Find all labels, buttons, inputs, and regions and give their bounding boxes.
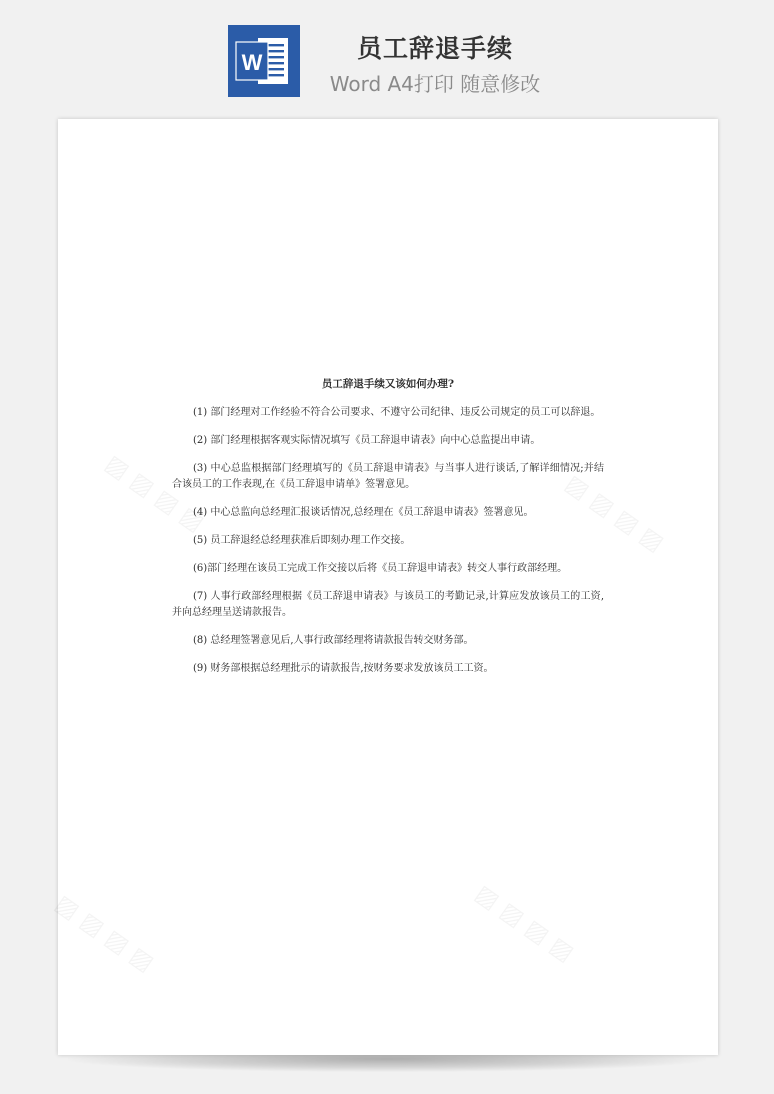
paragraph-4: (4) 中心总监向总经理汇报谈话情况,总经理在《员工辞退申请表》签署意见。: [193, 507, 534, 518]
paragraph-8: (8) 总经理签署意见后,人事行政部经理将请款报告转交财务部。: [193, 635, 474, 646]
paragraph-6: (6)部门经理在该员工完成工作交接以后将《员工辞退申请表》转交人事行政部经理。: [193, 563, 568, 574]
page-subtitle: Word A4打印 随意修改: [329, 72, 541, 96]
document-page: [58, 119, 718, 1055]
paragraph-5: (5) 员工辞退经总经理获准后即刻办理工作交接。: [193, 535, 411, 546]
watermark: [50, 889, 159, 977]
paragraph-1: (1) 部门经理对工作经验不符合公司要求、不遵守公司纪律、违反公司规定的员工可以辞退。: [193, 407, 601, 418]
document-body: [172, 376, 604, 689]
page-title: 员工辞退手续: [356, 34, 513, 63]
paragraph-9: (9) 财务部根据总经理批示的请款报告,按财务要求发放该员工工资。: [193, 663, 494, 674]
paragraph-2: (2) 部门经理根据客观实际情况填写《员工辞退申请表》向中心总监提出申请。: [193, 435, 541, 446]
paragraph-3: (3) 中心总监根据部门经理填写的《员工辞退申请表》与当事人进行谈话,了解详细情况;并结合该员工的工作表现,在《员工辞退申请单》签署意见。: [172, 463, 604, 490]
document-title: 员工辞退手续又该如何办理?: [321, 378, 455, 390]
word-logo-icon: [228, 25, 300, 97]
watermark: [470, 879, 579, 967]
word-logo-letter: W: [241, 50, 263, 75]
paragraph-7: (7) 人事行政部经理根据《员工辞退申请表》与该员工的考勤记录,计算应发放该员工的工资,并向总经理呈送请款报告。: [172, 591, 604, 618]
